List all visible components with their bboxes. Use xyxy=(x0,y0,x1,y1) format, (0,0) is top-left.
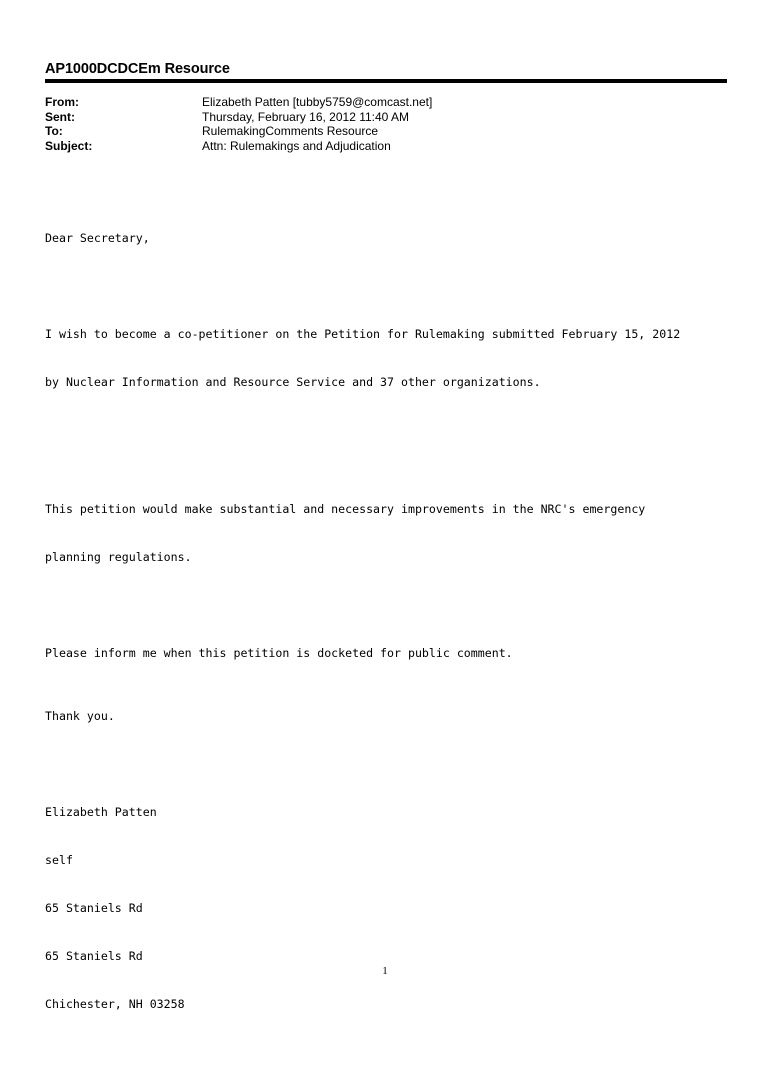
paragraph-2 xyxy=(45,469,725,597)
signature-affiliation: self xyxy=(45,852,73,867)
sent-label: Sent: xyxy=(45,109,75,124)
signature-block xyxy=(45,772,725,1044)
email-body xyxy=(45,198,725,1091)
subject-label: Subject: xyxy=(45,138,93,153)
header-divider xyxy=(45,79,727,83)
paragraph-3: Please inform me when this petition is docketed for public comment. xyxy=(45,645,513,660)
paragraph-2-line-1: This petition would make substantial and necessary improvements in the NRC's emergency xyxy=(45,502,646,516)
to-label: To: xyxy=(45,124,63,138)
signature-address-line-1: 65 Staniels Rd xyxy=(45,900,143,915)
to-value: RulemakingComments Resource xyxy=(202,124,379,138)
greeting: Dear Secretary, xyxy=(45,231,150,245)
sent-value: Thursday, February 16, 2012 11:40 AM xyxy=(202,109,410,124)
from-label: From: xyxy=(45,95,79,109)
subject-value: Attn: Rulemakings and Adjudication xyxy=(202,138,391,153)
paragraph-2-line-2: planning regulations. xyxy=(45,550,192,564)
page-number: 1 xyxy=(382,965,388,977)
paragraph-1-line-1: I wish to become a co-petitioner on the Petition for Rulemaking submitted February 15, 2012 xyxy=(45,326,681,341)
from-value: Elizabeth Patten [tubby5759@comcast.net] xyxy=(202,95,433,109)
paragraph-1-line-2: by Nuclear Information and Resource Service and 37 other organizations. xyxy=(45,374,541,389)
mailbox-title: AP1000DCDCEm Resource xyxy=(45,61,230,77)
signature-name: Elizabeth Patten xyxy=(45,804,157,819)
signature-address-line-2: 65 Staniels Rd xyxy=(45,948,143,963)
signature-city-state-zip: Chichester, NH 03258 xyxy=(45,996,185,1011)
closing: Thank you. xyxy=(45,709,115,723)
paragraph-1 xyxy=(45,294,725,422)
